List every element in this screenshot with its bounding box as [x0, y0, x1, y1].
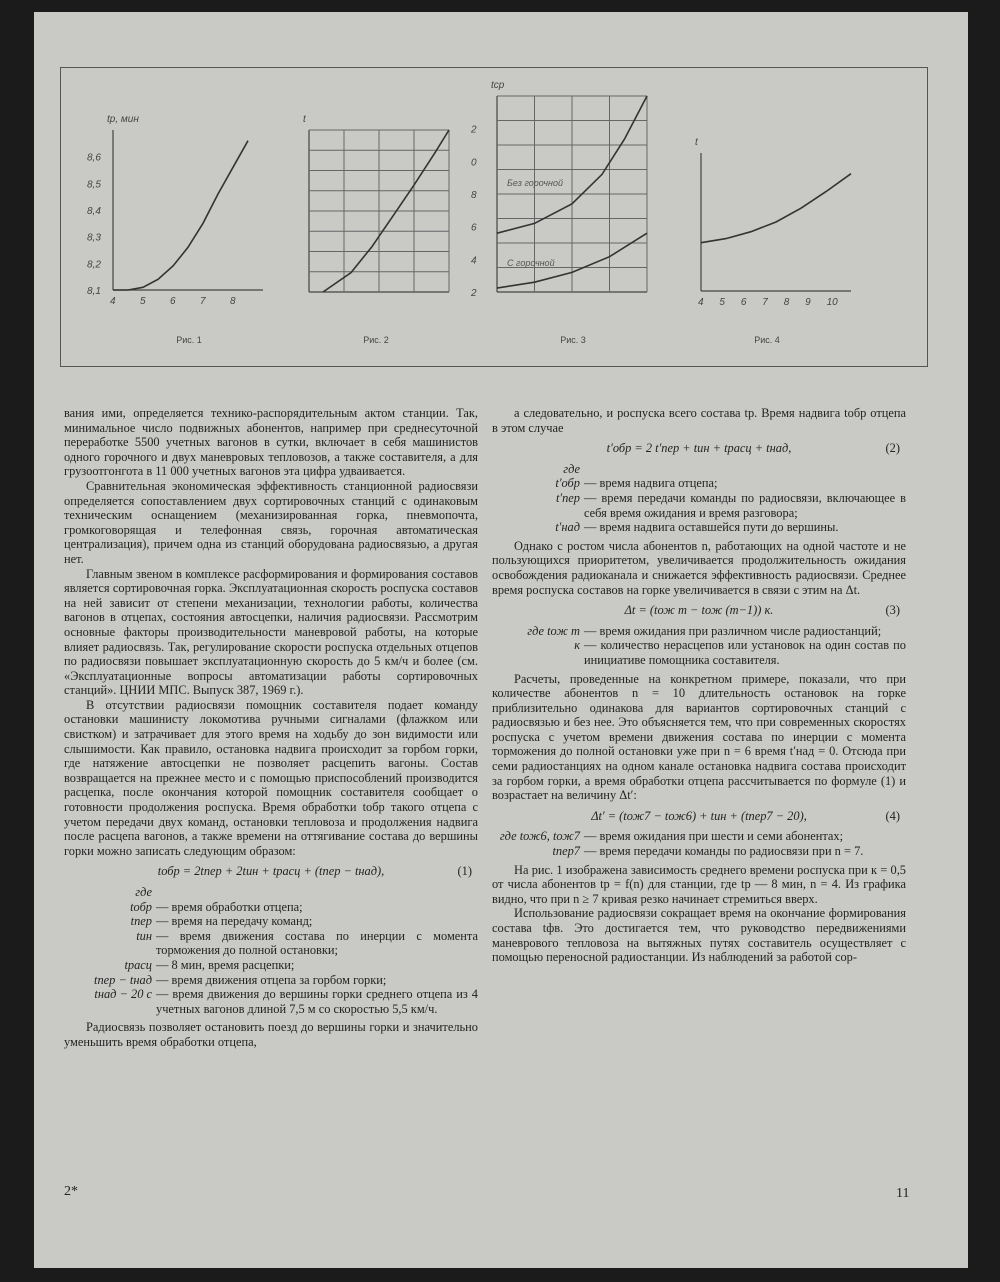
y-axis-label: t	[695, 137, 698, 148]
x-tick-label: 8	[783, 297, 790, 308]
y-tick-label: 6	[471, 222, 477, 234]
formula-4	[492, 809, 906, 824]
curve-annotation: Без горочной	[507, 178, 564, 188]
formula-1	[64, 864, 478, 879]
formula-2	[492, 441, 906, 456]
figures-svg	[61, 68, 927, 366]
figure-caption: Рис. 1	[176, 335, 202, 345]
figures-panel	[60, 67, 928, 367]
y-tick-label: 8,1	[87, 286, 101, 297]
definition-row: t′над — время надвига оставшейся пути до вершины.	[555, 520, 839, 535]
definitions-list	[492, 624, 906, 668]
y-tick-label: 4	[471, 255, 477, 267]
y-tick-label: 8,5	[87, 179, 101, 191]
paragraph: вания ими, определяется технико-распорядительным актом станции. Так, минимальное число подвижных абонентов, например при среднесуточной переработке 5500 учетных вагонов в сутки, включает в себя машинистов одного горочного и двух маневровых тепловозов, а также составителя, а для грузоотгонгота в 11 000 учетных вагонов эта цифра удваивается.	[64, 406, 478, 479]
formula-text: t′обр = 2 t′пер + tин + tрасц + tнад,	[606, 441, 792, 456]
x-tick-label: 6	[740, 297, 747, 308]
page-number-left: 2*	[64, 1184, 78, 1199]
where-word: где	[563, 461, 580, 476]
formula-number: (4)	[885, 808, 900, 823]
y-tick-label: 8,3	[87, 232, 101, 244]
definition-row: t′пер — время передачи команды по радиосвязи, включающее в себя время ожидания и время разговора;	[555, 490, 906, 520]
series-line	[701, 174, 851, 243]
formula-text: Δt = (tож m − tож (m−1)) к.	[624, 603, 774, 618]
y-tick-label: 8	[471, 190, 477, 201]
x-tick-label: 8	[230, 296, 236, 307]
paragraph: а следовательно, и роспуска всего состава tр. Время надвига tобр отцепа в этом случае	[492, 406, 906, 435]
definition-row: tобр — время обработки отцепа;	[130, 899, 303, 914]
definition-row: где tож6, tож7 — время ожидания при шести и семи абонентах;	[499, 829, 844, 844]
definition-row: tнад − 20 с — время движения до вершины горки среднего отцепа из 4 учетных вагонов длиной 7,5 м со скоростью 5,5 км/ч.	[94, 987, 478, 1016]
paragraph: Радиосвязь позволяет остановить поезд до вершины горки и значительно уменьшить время обработки отцепа,	[64, 1020, 478, 1049]
x-tick-label: 5	[719, 297, 725, 308]
formula-number: (2)	[885, 441, 900, 456]
definitions-list	[492, 829, 906, 858]
paragraph: Сравнительная экономическая эффективность станционной радиосвязи определяется сопоставлением двух сортировочных станций с одинаковым техническим оснащением (механизированная горка, пневмопочта, громкоговорящая и телефонная связь, горочная автоматическая централизация), причем одна из станций оборудована радиосвязью, а другая нет.	[64, 478, 478, 566]
definition-row: tпер — время на передачу команд;	[130, 914, 313, 929]
formula-number: (3)	[885, 603, 900, 618]
definition-row: к — количество нерасцепов или установок на один состав по инициативе помощника составителя.	[574, 638, 906, 667]
formula-text: tобр = 2tпер + 2tин + tрасц + (tпер − tнад),	[157, 864, 385, 879]
figure-caption: Рис. 2	[363, 335, 389, 345]
y-axis-label: tр, мин	[107, 114, 139, 125]
y-tick-label: 2	[471, 288, 477, 299]
definition-row: где tож m — время ожидания при различном числе радиостанций;	[527, 623, 882, 638]
series-line	[113, 141, 248, 290]
figure-caption: Рис. 3	[560, 335, 586, 345]
x-tick-label: 9	[805, 297, 811, 308]
paragraph: Использование радиосвязи сокращает время на окончание формирования состава tфв. Это достигается тем, что руководство передвижениями маневрового тепловоза на вытяжных путях составитель осуществляет с помощью переносной радиостанции. Из наблюдений за работой сор-	[492, 906, 906, 965]
definition-row: tпер7 — время передачи команды по радиосвязи при n = 7.	[552, 844, 864, 859]
definitions-list	[492, 462, 906, 535]
paragraph: На рис. 1 изображена зависимость среднего времени роспуска при к = 0,5 от числа абонентов tр = f(n) для станции, где tр — 8 мин, n = 4. Из графика видно, что при n ≥ 7 кривая резко начинает стремиться вверх.	[492, 862, 906, 906]
left-column	[64, 406, 478, 1050]
definitions-list	[64, 885, 478, 1016]
journal-page	[34, 12, 968, 1268]
formula-3	[492, 603, 906, 618]
x-tick-label: 6	[170, 296, 176, 307]
where-word: где	[135, 885, 152, 899]
definition-row: t′обр — время надвига отцепа;	[555, 476, 718, 491]
definition-row: tрасц — 8 мин, время расцепки;	[124, 957, 295, 972]
y-tick-label: 8,2	[87, 259, 101, 271]
paragraph: Расчеты, проведенные на конкретном примере, показали, что при количестве абонентов n = 10 длительность остановок на горке приблизительно одинакова для вариантов сортировочных станций с радиосвязью и без нее. Это объясняется тем, что при современных скоростях роспуска с учетом времени движения состава по инерции с момента торможения до полной остановки уже при n = 6 время t′над = 0. Отсюда при семи радиостанциях на одном канале остановка надвига состава происходит за горбом горки, а время обработки отцепа рассчитывается по формуле (1) и возрастает на величину Δt′:	[492, 671, 906, 803]
definition-row: tпер − tнад — время движения отцепа за горбом горки;	[94, 972, 387, 987]
paragraph: Однако с ростом числа абонентов n, работающих на одной частоте и не пользующихся приоритетом, увеличивается продолжительность ожидания освобождения радиоканала и снижается эффективность радиосвязи. Среднее время роспуска составов на горке увеличивается в связи с этим на Δt.	[492, 538, 906, 597]
right-column	[492, 406, 906, 965]
paragraph: Главным звеном в комплексе расформирования и формирования составов является сортировочная горка. Эксплуатационная скорость роспуска составов на ней зависит от степени механизации, технологии работы, количества вагонов в отцепах, состояния автосцепки, наличия радиосвязи. Рассмотрим основные факторы производительности маневровой работы, на которые влияет радиосвязь. Так, регулирование скорости роспуска отдельных отцепов по радиосвязи повышает эксплуатационную скорость до 5 км/ч и более (см. «Эксплуатационные вопросы автоматизации работы сортировочных станций». ЦНИИ МПС. Выпуск 387, 1969 г.).	[64, 566, 478, 698]
page-number-right: 11	[896, 1186, 910, 1201]
formula-number: (1)	[457, 864, 472, 879]
x-tick-label: 4	[110, 296, 116, 307]
x-tick-label: 10	[826, 297, 838, 308]
y-axis-label: tср	[491, 80, 505, 91]
y-tick-label: 8,6	[87, 152, 101, 164]
x-tick-label: 4	[698, 297, 704, 308]
paragraph: В отсутствии радиосвязи помощник составителя подает команду остановки машинисту локомотива ручными сигналами (флажком или свистком) и затрачивает для этого время на ходьбу до зон видимости или слышимости. Как правило, остановка надвига происходит за горбом горки, где натяжение автосцепки не позволяет расцепить вагоны. Состав возвращается на прежнее место и с помощью приспособлений производится расцепка, после окончания которой помощник составителя сообщает о готовности продолжения роспуска. Время обработки tобр такого отцепа с учетом передачи двух команд, остановки тепловоза и продолжения надвига после расцепа вагонов, а также времени на оттягивание состава до вершины горки можно записать следующим образом:	[64, 697, 478, 858]
y-tick-label: 8,4	[87, 206, 101, 217]
x-tick-label: 7	[762, 297, 768, 308]
definition-row: tин — время движения состава по инерции с момента торможения до полной остановки;	[136, 928, 478, 958]
formula-text: Δt′ = (tож7 − tож6) + tин + (tпер7 − 20),	[591, 808, 807, 823]
figure-caption: Рис. 4	[754, 335, 780, 345]
x-tick-label: 5	[140, 296, 146, 307]
y-tick-label: 2	[471, 124, 477, 136]
curve-annotation: С горочной	[507, 258, 555, 268]
y-axis-label: t	[303, 114, 306, 125]
x-tick-label: 7	[200, 296, 206, 307]
y-tick-label: 0	[471, 157, 477, 169]
